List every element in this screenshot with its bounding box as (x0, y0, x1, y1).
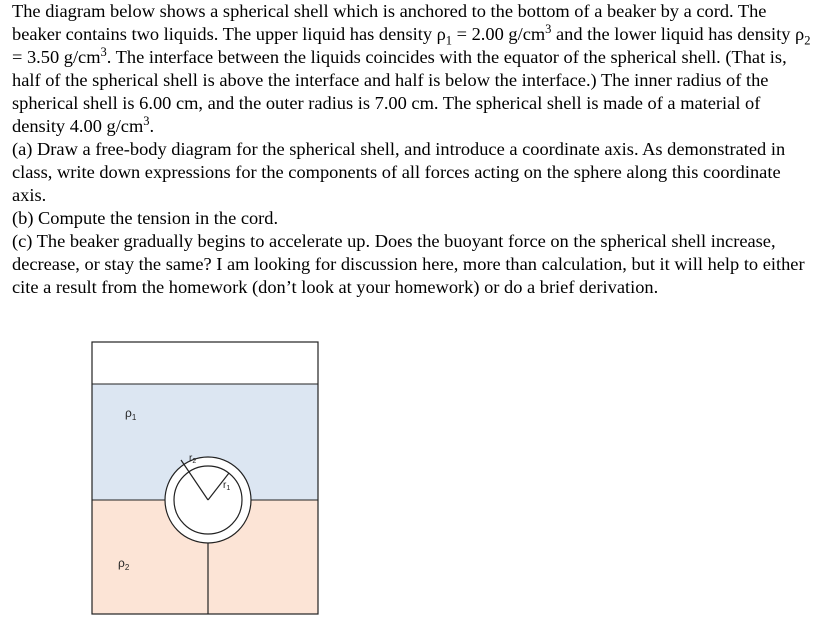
rho1-label: $\rho_1$ (125, 406, 137, 422)
intro-text-6: . (149, 116, 155, 136)
part-a: (a) Draw a free-body diagram for the spherical shell, and introduce a coordinate axis. As demonstrated in class, write down expressions for the components of all forces acting on the sphere along this coordinate axis. (12, 139, 786, 205)
problem-intro (12, 0, 812, 138)
intro-text-1: The diagram below shows a spherical shell which is anchored to the bottom of a beaker by a cord. The beaker contains two liquids. The upper liquid has density ρ (12, 1, 767, 44)
rho2-subscript: 2 (804, 33, 811, 48)
problem-text (12, 0, 812, 299)
unit-exponent-1: 3 (545, 21, 552, 36)
part-b: (b) Compute the tension in the cord. (12, 208, 279, 228)
unit-exponent-2: 3 (100, 44, 107, 59)
intro-text-2: = 2.00 g/cm (452, 24, 546, 44)
unit-exponent-3: 3 (143, 113, 150, 128)
intro-text-4: = 3.50 g/cm (12, 47, 101, 67)
intro-text-3: and the lower liquid has density ρ (551, 24, 805, 44)
r2-label: $r_2$ (189, 453, 197, 465)
beaker-diagram-svg (90, 340, 322, 616)
part-c: (c) The beaker gradually begins to accelerate up. Does the buoyant force on the spherical shell increase, decrease, or stay the same? I am looking for discussion here, more than calculation, but it will help to either cite a result from the homework (don’t look at your homework) or do a brief derivation. (12, 231, 805, 297)
beaker-diagram (90, 340, 322, 616)
rho2-label: $\rho_2$ (118, 556, 130, 572)
intro-text-5: . The interface between the liquids coincides with the equator of the spherical shell. (That is, half of the spherical shell is above the interface and half is below the interface.) The inner radius of the spherical shell is 6.00 cm, and the outer radius is 7.00 cm. The spherical shell is made of a material of density 4.00 g/cm (12, 47, 787, 136)
rho1-subscript: 1 (445, 33, 453, 48)
r1-label: $r_1$ (223, 480, 231, 492)
